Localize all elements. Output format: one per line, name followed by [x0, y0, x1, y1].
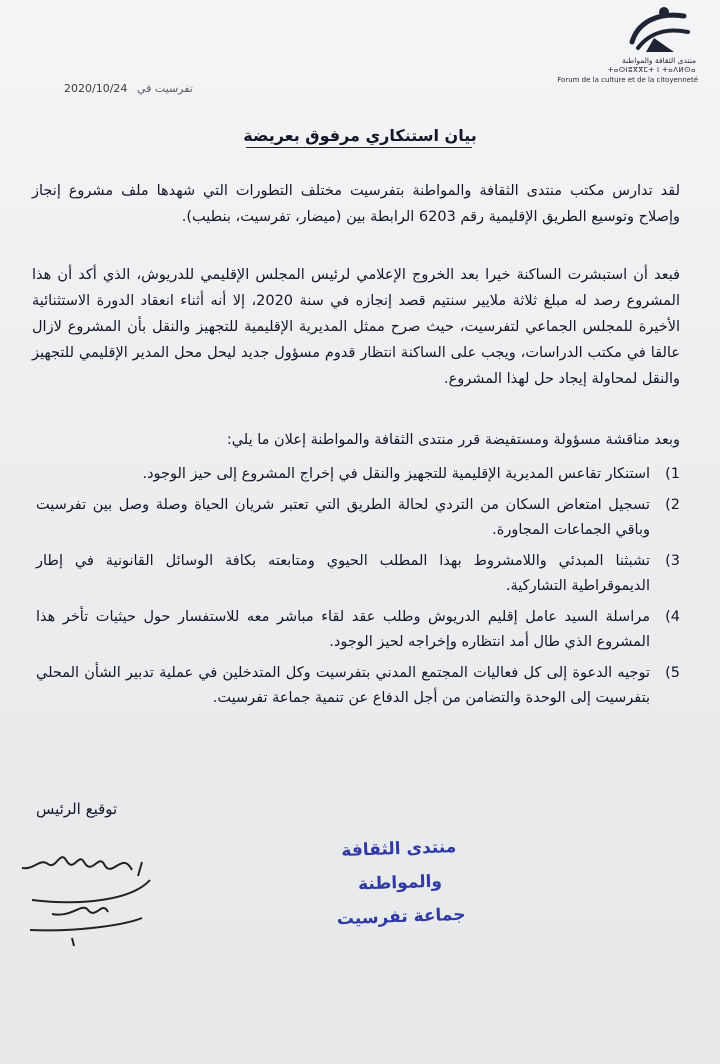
stamp-line-commune: جماعة تفرسيت: [336, 904, 466, 930]
item-number: 3): [665, 553, 680, 569]
paragraph-intro: لقد تدارس مكتب منتدى الثقافة والمواطنة بتفرسيت مختلف التطورات التي شهدها ملف مشروع إنجاز وإصلاح وتوسيع الطريق الإقليمية رقم 6203 الرابطة بين (ميضار، تفرسيت، بنطيب).: [32, 183, 680, 225]
list-item: [36, 661, 680, 711]
item-number: 5): [665, 665, 680, 681]
logo-name-fr: Forum de la culture et de la citoyenneté: [557, 76, 698, 84]
date-value: 2020/10/24: [64, 82, 128, 95]
item-text: مراسلة السيد عامل إقليم الدريوش وطلب عقد لقاء مباشر معه للاستفسار حول حيثيات تأخر هذا المشروع الذي طال أمد انتظاره وإخراجه لحيز الوجود.: [36, 609, 650, 650]
declaration-list: [36, 462, 680, 717]
list-item: [36, 549, 680, 599]
list-item: [36, 462, 680, 487]
document-date: [64, 82, 193, 95]
item-text: تسجيل امتعاض السكان من التردي لحالة الطريق التي تعتبر شريان الحياة وصلة وصل بين تفرسيت وباقي الجماعات المجاورة.: [36, 497, 650, 538]
item-text: تشبثنا المبدئي واللامشروط بهذا المطلب الحيوي ومتابعته بكافة الوسائل القانونية في إطار الديموقراطية التشاركية.: [36, 553, 650, 594]
list-item: [36, 605, 680, 655]
paragraph-context: فبعد أن استبشرت الساكنة خيرا بعد الخروج الإعلامي لرئيس المجلس الإقليمي للدريوش، الذي أكد أن هذا المشروع رصد له مبلغ ثلاثة ملايير سنتيم قصد إنجازه في سنة 2020، إلا أنه أثناء انعقاد الدورة الاستثنائية الأخيرة للمجلس الجماعي لتفرسيت، حيث صرح ممثل المديرية الإقليمية للتجهيز والنقل بأن المشروع لازال عالقا في مكتب الدراسات، ويجب على الساكنة انتظار قدوم مسؤول جديد ليحل محل المدير الإقليمي للتجهيز والنقل لمحاولة إيجاد حل لهذا المشروع.: [32, 267, 680, 387]
paragraph-decision: وبعد مناقشة مسؤولة ومستفيضة قرر منتدى الثقافة والمواطنة إعلان ما يلي:: [226, 432, 680, 448]
item-number: 1): [665, 466, 680, 482]
logo-name-tifinagh: ⵜⴰⵙⵏⵓⴳⴳⵎⵜ ⵏ ⵜⴰⴷⵍⵙⴰ: [607, 66, 696, 74]
stamp-line-forum: منتدى الثقافة والمواطنة: [341, 837, 457, 895]
list-item: [36, 493, 680, 543]
document-title: بيان استنكاري مرفوق بعريضة: [243, 126, 477, 145]
signature-label: توقيع الرئيس: [36, 800, 118, 818]
logo-name-ar: منتدى الثقافة والمواطنة: [622, 56, 696, 65]
forum-logo-icon: [624, 2, 694, 54]
item-text: استنكار تقاعس المديرية الإقليمية للتجهيز والنقل في إخراج المشروع إلى حيز الوجود.: [142, 466, 650, 482]
item-text: توجيه الدعوة إلى كل فعاليات المجتمع المدني بتفرسيت وكل المتدخلين في عملية تدبير الشأن المحلي بتفرسيت إلى الوحدة والتضامن من أجل الدفاع عن تنمية جماعة تفرسيت.: [36, 665, 650, 706]
title-underline: [246, 147, 472, 148]
forum-logo: [557, 2, 706, 92]
date-place: تفرسيت في: [136, 82, 193, 95]
item-number: 4): [665, 609, 680, 625]
forum-stamp: [298, 829, 501, 938]
item-number: 2): [665, 497, 680, 513]
handwritten-signature: [12, 840, 162, 950]
